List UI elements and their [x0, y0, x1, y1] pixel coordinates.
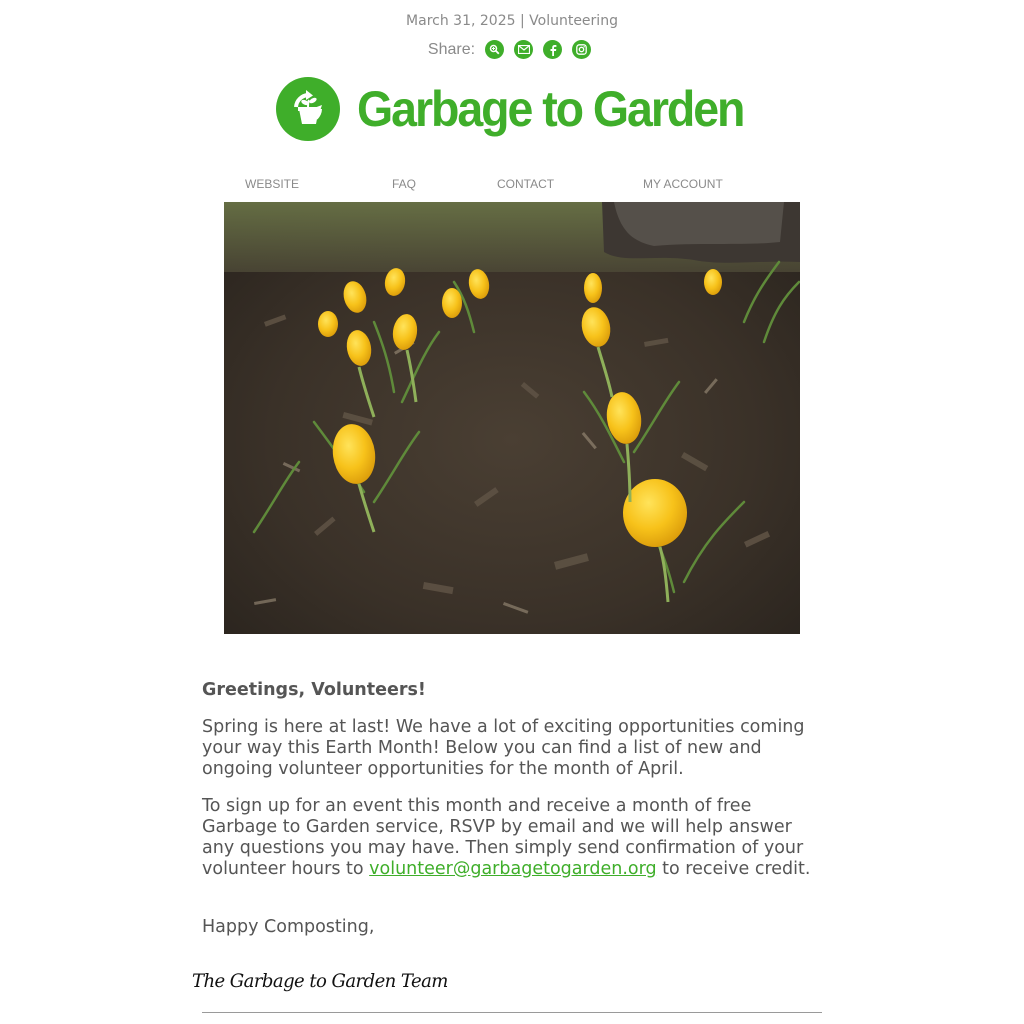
signoff: Happy Composting, — [202, 917, 375, 937]
team-signature: The Garbage to Garden Team — [192, 970, 448, 992]
greeting-heading: Greetings, Volunteers! — [202, 680, 426, 700]
email-body — [202, 680, 827, 954]
nav-website[interactable]: WEBSITE — [245, 177, 300, 191]
signup-paragraph — [202, 796, 827, 880]
brand-name: Garbage to Garden — [357, 81, 744, 137]
signup-text-before: To sign up for an event this month and receive a month of free Garbage to Garden service, RSVP by email and we will help answer any questions you may have. Then simply send confirmation of your volunteer hours to — [202, 796, 804, 879]
post-meta — [0, 13, 1024, 29]
volunteer-email-link[interactable]: volunteer@garbagetogarden.org — [369, 859, 657, 879]
instagram-icon[interactable] — [572, 40, 591, 59]
post-category[interactable]: Volunteering — [529, 13, 618, 29]
recycling-plant-pot-icon — [276, 77, 340, 141]
nav-my-account[interactable]: MY ACCOUNT — [643, 177, 723, 191]
share-label: Share: — [427, 40, 476, 58]
top-nav — [0, 177, 1024, 193]
search-icon[interactable] — [485, 40, 504, 59]
nav-contact[interactable]: CONTACT — [497, 177, 555, 191]
facebook-icon[interactable] — [543, 40, 562, 59]
brand-logo[interactable] — [276, 77, 772, 141]
crocus-photo — [224, 202, 800, 634]
nav-faq[interactable]: FAQ — [392, 177, 417, 191]
post-date: March 31, 2025 — [406, 13, 516, 29]
divider — [202, 1012, 822, 1013]
intro-paragraph: Spring is here at last! We have a lot of exciting opportunities coming your way this Earth Month! Below you can find a list of new and ongoing volunteer opportunities for the month of April. — [202, 717, 805, 779]
email-icon[interactable] — [514, 40, 533, 59]
signup-text-after: to receive credit. — [656, 859, 811, 879]
meta-separator: | — [515, 13, 530, 29]
share-bar — [0, 40, 1024, 59]
